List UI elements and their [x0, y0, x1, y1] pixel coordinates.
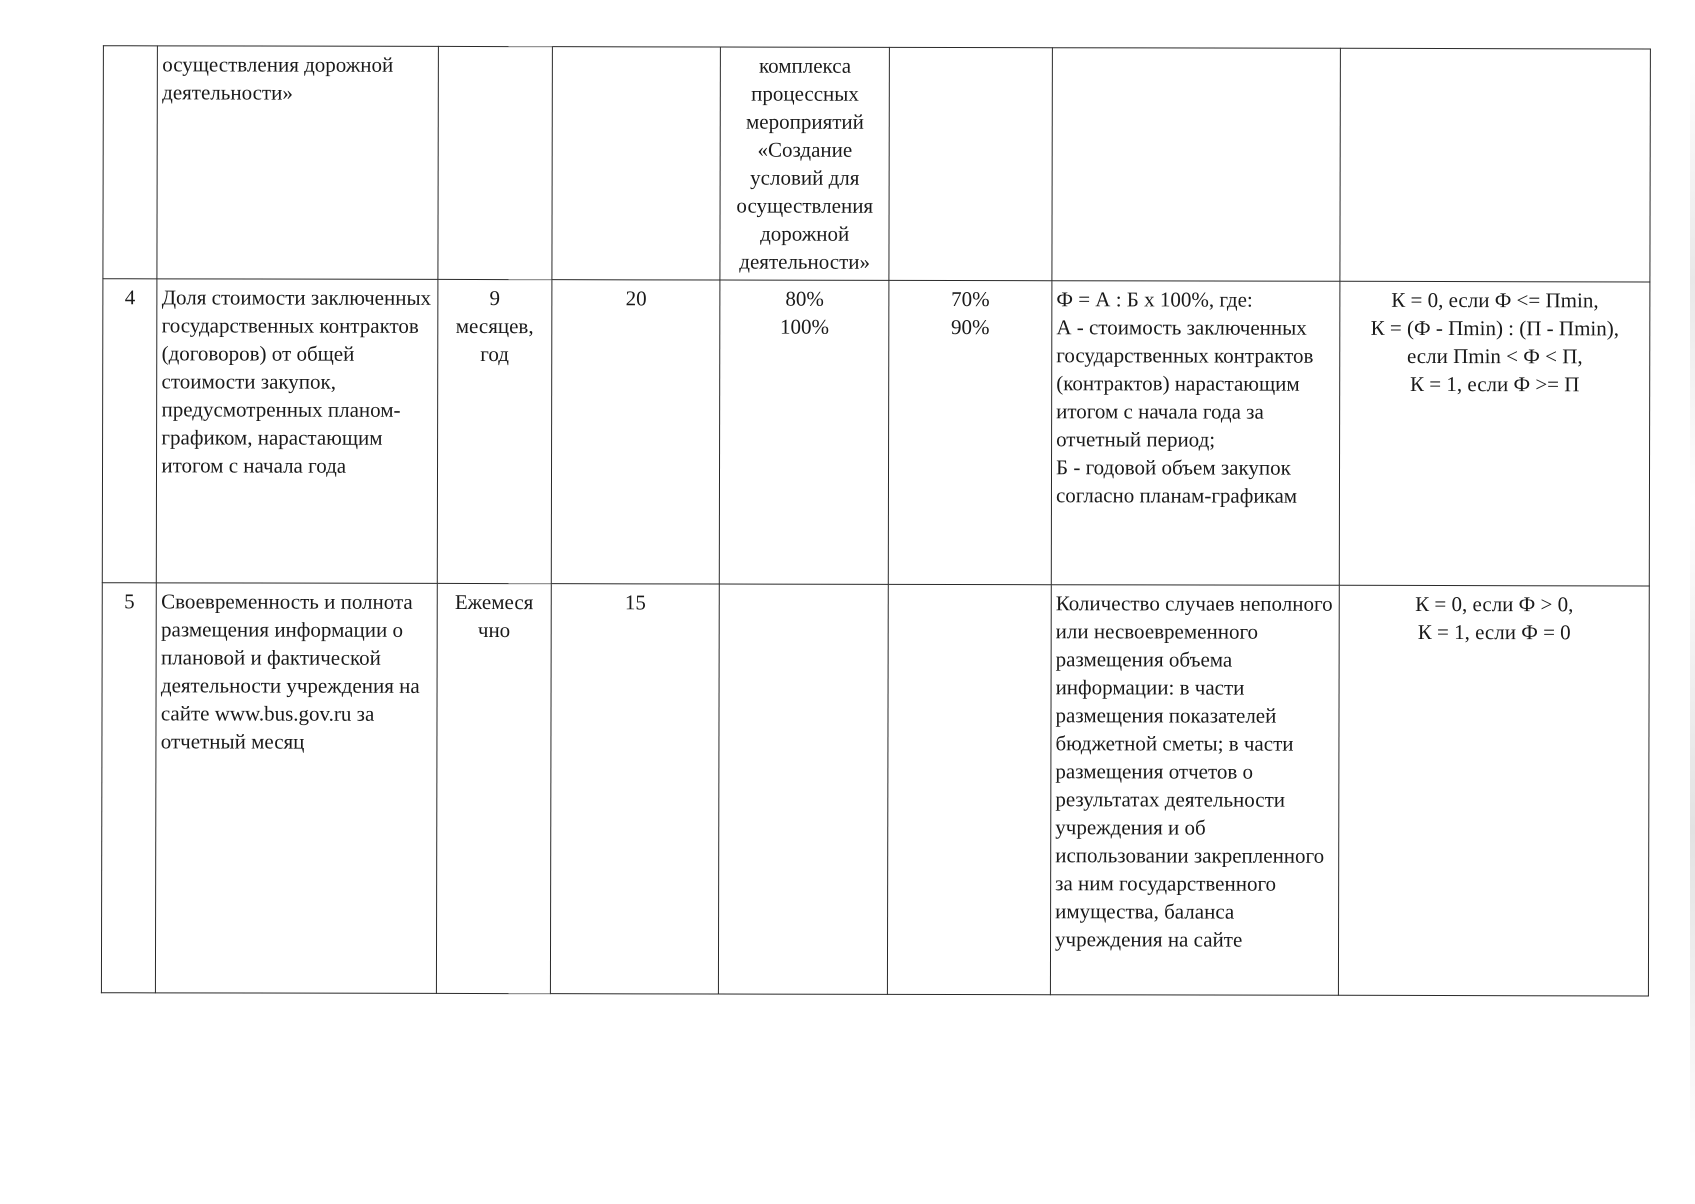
target-line: «Создание	[757, 137, 853, 162]
period-line: Ежемеся	[454, 589, 534, 615]
scan-edge-shadow	[1690, 60, 1695, 1160]
target-line: мероприятий	[745, 109, 864, 134]
target-line: условий для	[750, 165, 860, 190]
target-line: процессных	[751, 81, 859, 106]
table-row-4	[102, 279, 1650, 586]
target-line: осуществления	[736, 193, 874, 218]
threshold-value-cell	[888, 280, 1052, 584]
target-line: деятельности»	[739, 249, 871, 274]
calc-line: К = 0, если Ф <= Пmin,	[1391, 287, 1599, 313]
weight-cell: 15	[550, 584, 719, 994]
threshold-line: 70%	[951, 286, 990, 312]
formula-line: Ф = А : Б х 100%, где:	[1056, 287, 1253, 312]
formula-cell	[1051, 281, 1340, 586]
formula-line: Б - годовой объем закупок согласно планам-графикам	[1055, 455, 1298, 508]
calc-line: если Пmin < Ф < П,	[1406, 343, 1583, 369]
target-line: комплекса	[758, 53, 852, 78]
weight-cell	[552, 47, 721, 280]
target-line: дорожной	[760, 221, 850, 246]
threshold-value-cell	[889, 47, 1053, 280]
row-number-cell: 4	[102, 279, 157, 583]
weight-cell: 20	[551, 280, 720, 584]
row-number-cell	[103, 46, 158, 279]
calc-line: К = 1, если Ф >= П	[1410, 371, 1580, 397]
period-line: 9	[489, 286, 501, 311]
threshold-value-cell	[887, 584, 1051, 994]
target-value-cell	[720, 47, 889, 280]
criteria-table	[101, 45, 1651, 996]
target-value-cell	[719, 584, 888, 994]
calculation-rule-cell	[1339, 281, 1650, 586]
table-row-5	[101, 583, 1649, 996]
formula-cell	[1052, 48, 1341, 282]
indicator-name-cell: Своевременность и полнота размещения информации о плановой и фактической деятельности учреждения на сайте www.bus.gov.ru за отчетный месяц	[156, 583, 437, 994]
row-number-cell: 5	[101, 583, 156, 993]
period-line: чно	[477, 618, 511, 643]
indicator-name-cell: осуществления дорожной деятельности»	[157, 46, 438, 280]
calc-line: К = (Ф - Пmin) : (П - Пmin),	[1370, 315, 1620, 341]
calculation-rule-cell	[1339, 585, 1650, 996]
calc-line: К = 1, если Ф = 0	[1417, 619, 1571, 645]
formula-line: А - стоимость заключенных государственных контрактов (контрактов) нарастающим итогом с начала года за отчетный период;	[1056, 315, 1314, 452]
period-line: год	[480, 342, 510, 367]
period-cell	[437, 279, 552, 583]
period-cell	[438, 46, 553, 279]
formula-cell: Количество случаев неполного или несвоевременного размещения объема информации: в части размещения показателей бюджетной сметы; в части размещения отчетов о результатах деятельности учреждения и об использовании закрепленного за ним государственного имущества, баланса учреждения на сайте	[1050, 585, 1339, 996]
calculation-rule-cell	[1340, 48, 1650, 282]
indicator-name-cell: Доля стоимости заключенных государственных контрактов (договоров) от общей стоимости закупок, предусмотренных планом-графиком, нарастающим итогом с начала года	[157, 279, 438, 584]
target-line: 80%	[785, 286, 824, 311]
calc-line: К = 0, если Ф > 0,	[1415, 591, 1574, 617]
target-line: 100%	[779, 314, 830, 339]
threshold-line: 90%	[951, 314, 990, 340]
table-row-continuation	[103, 46, 1650, 282]
target-value-cell	[720, 280, 889, 584]
period-line: месяцев,	[455, 313, 534, 339]
period-cell	[436, 583, 551, 993]
